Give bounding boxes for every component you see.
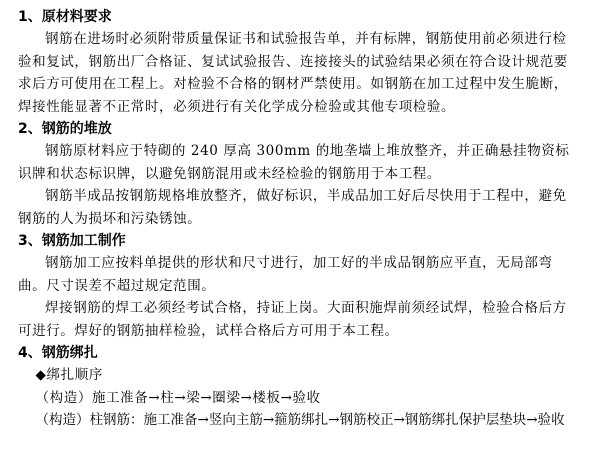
processing-paragraph-1: 钢筋加工应按料单提供的形状和尺寸进行，加工好的半成品钢筋应平直，无局部弯曲。尺寸误差不超过规定范围。 <box>18 255 553 294</box>
binding-sequence-label: ◆绑扎顺序 <box>35 367 103 383</box>
section-heading-raw-materials: 1、原材料要求 <box>18 9 112 25</box>
raw-materials-paragraph: 钢筋在进场时必须附带质量保证书和试验报告单，并有标牌，钢筋使用前必须进行检验和复试，钢筋出厂合格证、复试试验报告、连接接头的试验结果必须在符合设计规范要求后方可使用在工程上。对检验不合格的钢材严禁使用。如钢筋在加工过程中发生脆断，焊接性能显著不正常时，必须进行有关化学成分检验或其他专项检验。 <box>18 31 568 115</box>
section-heading-rebar-stacking: 2、钢筋的堆放 <box>18 121 112 137</box>
binding-sequence-column: （构造）柱钢筋：施工准备→竖向主筋→箍筋绑扎→钢筋校正→钢筋绑扎保护层垫块→验收 <box>35 412 565 428</box>
binding-sequence-structure: （构造）施工准备→柱→梁→圈梁→楼板→验收 <box>35 389 321 406</box>
section-heading-rebar-binding: 4、钢筋绑扎 <box>18 345 98 361</box>
stacking-paragraph-2: 钢筋半成品按钢筋规格堆放整齐，做好标识，半成品加工好后尽快用于工程中，避免钢筋的人为损坏和污染锈蚀。 <box>18 188 567 227</box>
processing-paragraph-2: 焊接钢筋的焊工必须经考试合格，持证上岗。大面积施焊前须经试焊，检验合格后方可进行。焊好的钢筋抽样检验，试样合格后方可用于本工程。 <box>18 300 567 339</box>
section-heading-rebar-processing: 3、钢筋加工制作 <box>18 233 126 249</box>
stacking-paragraph-1: 钢筋原材料应于特砌的 240 厚高 300mm 的地垄墙上堆放整齐，并正确悬挂物资标识牌和状态标识牌，以避免钢筋混用或未经检验的钢筋用于本工程。 <box>18 143 570 182</box>
